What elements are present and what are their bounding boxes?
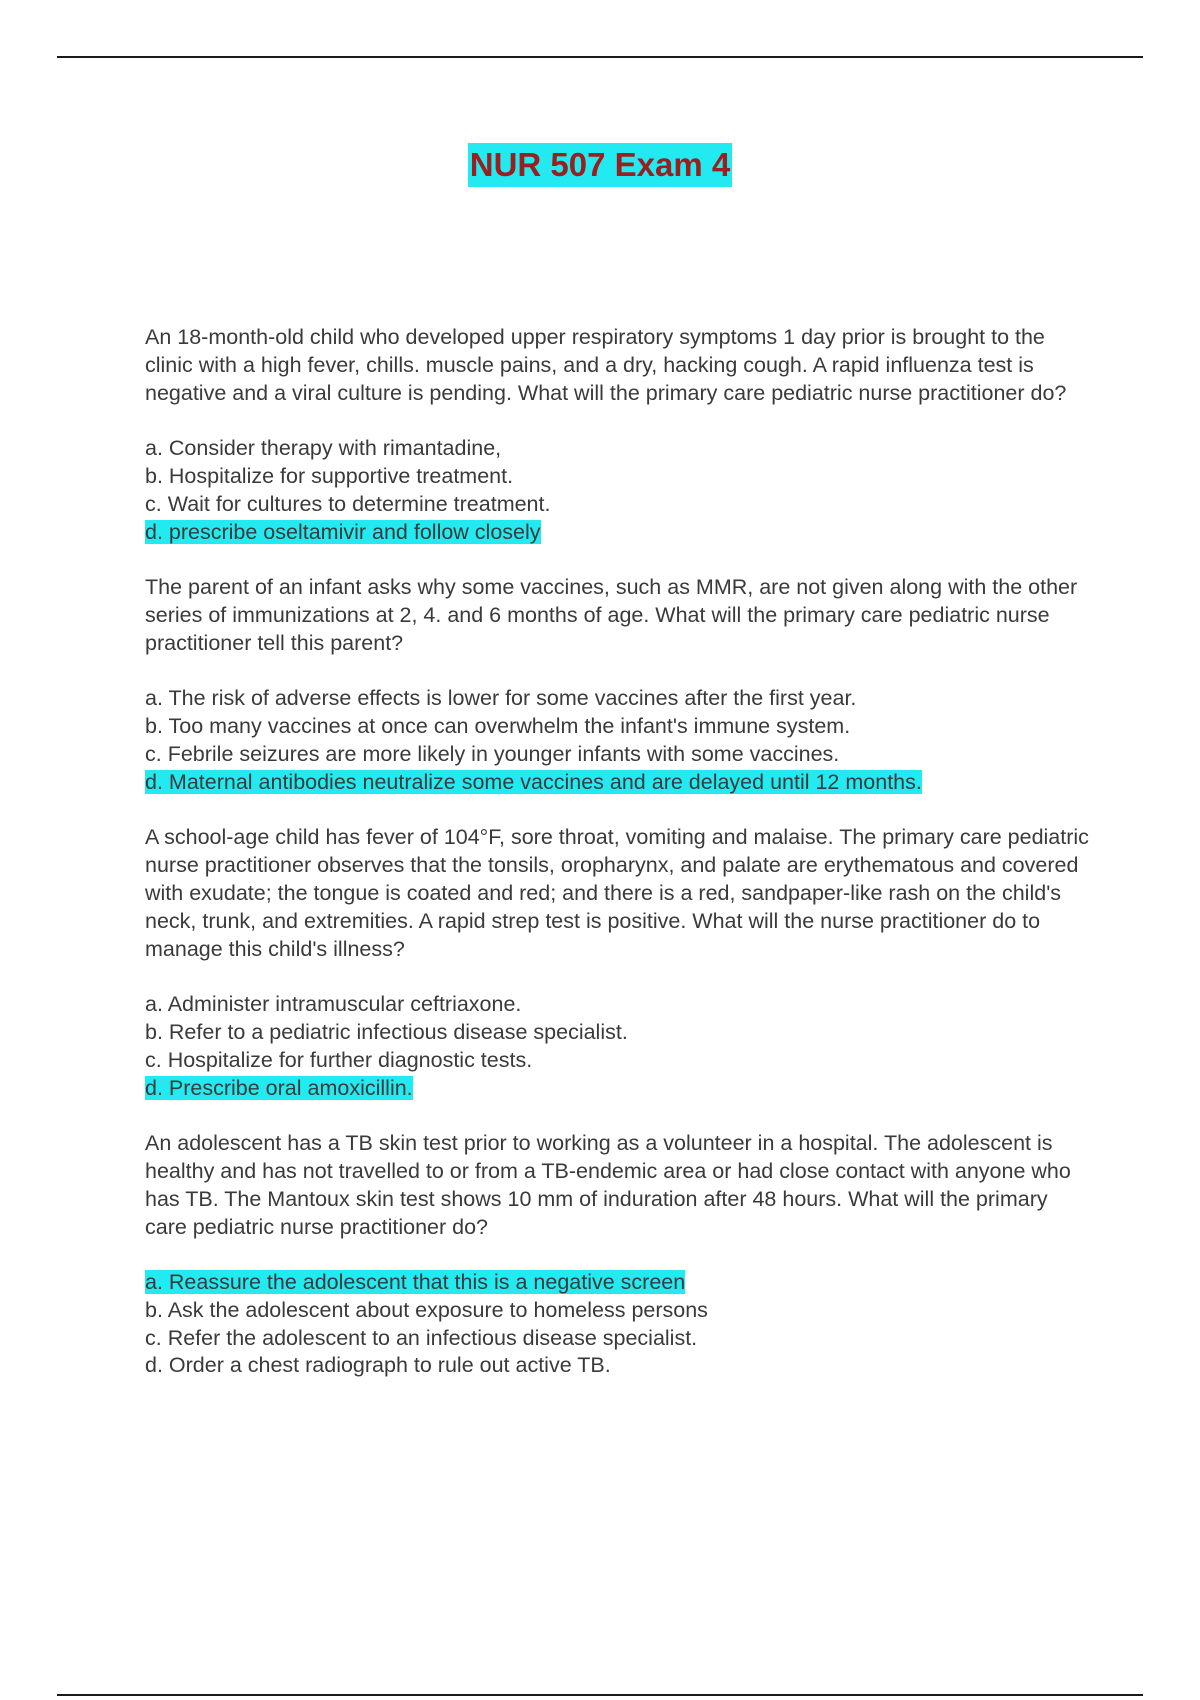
option-text: b. Refer to a pediatric infectious disease specialist. <box>145 1019 628 1044</box>
exam-content <box>145 324 1090 1408</box>
answer-option <box>145 1075 1090 1103</box>
answer-option <box>145 1019 1090 1047</box>
answer-options <box>145 685 1090 796</box>
option-text: a. Administer intramuscular ceftriaxone. <box>145 992 522 1017</box>
answer-option <box>145 685 1090 713</box>
option-text: c. Febrile seizures are more likely in younger infants with some vaccines. <box>145 741 840 766</box>
highlighted-answer: d. prescribe oseltamivir and follow closely <box>145 519 541 544</box>
option-text: b. Too many vaccines at once can overwhelm the infant's immune system. <box>145 714 851 739</box>
answer-options <box>145 1269 1090 1380</box>
answer-options <box>145 435 1090 546</box>
answer-option <box>145 769 1090 797</box>
answer-option <box>145 1325 1090 1353</box>
option-text: b. Hospitalize for supportive treatment. <box>145 463 514 488</box>
answer-option <box>145 519 1090 547</box>
answer-option <box>145 713 1090 741</box>
question-text: The parent of an infant asks why some vaccines, such as MMR, are not given along with the other series of immunizations at 2, 4. and 6 months of age. What will the primary care pediatric nurse practitioner tell this parent? <box>145 575 1078 655</box>
question-block <box>145 824 1090 1102</box>
option-text: c. Refer the adolescent to an infectious disease specialist. <box>145 1325 698 1350</box>
highlighted-answer: d. Prescribe oral amoxicillin. <box>145 1075 413 1100</box>
answer-option <box>145 1297 1090 1325</box>
question-block <box>145 574 1090 796</box>
question-block <box>145 1130 1090 1380</box>
answer-option <box>145 463 1090 491</box>
answer-option <box>145 491 1090 519</box>
option-text: b. Ask the adolescent about exposure to homeless persons <box>145 1297 708 1322</box>
answer-option <box>145 1047 1090 1075</box>
option-text: c. Hospitalize for further diagnostic tests. <box>145 1047 533 1072</box>
answer-options <box>145 991 1090 1102</box>
option-text: a. The risk of adverse effects is lower for some vaccines after the first year. <box>145 686 857 711</box>
answer-option <box>145 1269 1090 1297</box>
highlighted-answer: a. Reassure the adolescent that this is a negative screen <box>145 1270 686 1295</box>
option-text: a. Consider therapy with rimantadine, <box>145 436 502 461</box>
answer-option <box>145 435 1090 463</box>
option-text: c. Wait for cultures to determine treatment. <box>145 491 551 516</box>
bottom-rule <box>57 1694 1143 1696</box>
highlighted-answer: d. Maternal antibodies neutralize some vaccines and are delayed until 12 months. <box>145 769 922 794</box>
option-text: d. Order a chest radiograph to rule out active TB. <box>145 1353 611 1378</box>
page-title: NUR 507 Exam 4 <box>468 143 732 187</box>
question-text: A school-age child has fever of 104°F, sore throat, vomiting and malaise. The primary care pediatric nurse practitioner observes that the tonsils, oropharynx, and palate are erythematous and covered with exudate; the tongue is coated and red; and there is a red, sandpaper-like rash on the child's neck, trunk, and extremities. A rapid strep test is positive. What will the nurse practitioner do to manage this child's illness? <box>145 825 1089 961</box>
answer-option <box>145 1352 1090 1380</box>
title-container <box>0 143 1200 187</box>
answer-option <box>145 991 1090 1019</box>
question-text: An 18-month-old child who developed upper respiratory symptoms 1 day prior is brought to the clinic with a high fever, chills. muscle pains, and a dry, hacking cough. A rapid influenza test is negative and a viral culture is pending. What will the primary care pediatric nurse practitioner do? <box>145 325 1067 405</box>
answer-option <box>145 741 1090 769</box>
question-block <box>145 324 1090 546</box>
top-rule <box>57 56 1143 58</box>
question-text: An adolescent has a TB skin test prior to working as a volunteer in a hospital. The adolescent is healthy and has not travelled to or from a TB-endemic area or had close contact with anyone who has TB. The Mantoux skin test shows 10 mm of induration after 48 hours. What will the primary care pediatric nurse practitioner do? <box>145 1131 1071 1239</box>
